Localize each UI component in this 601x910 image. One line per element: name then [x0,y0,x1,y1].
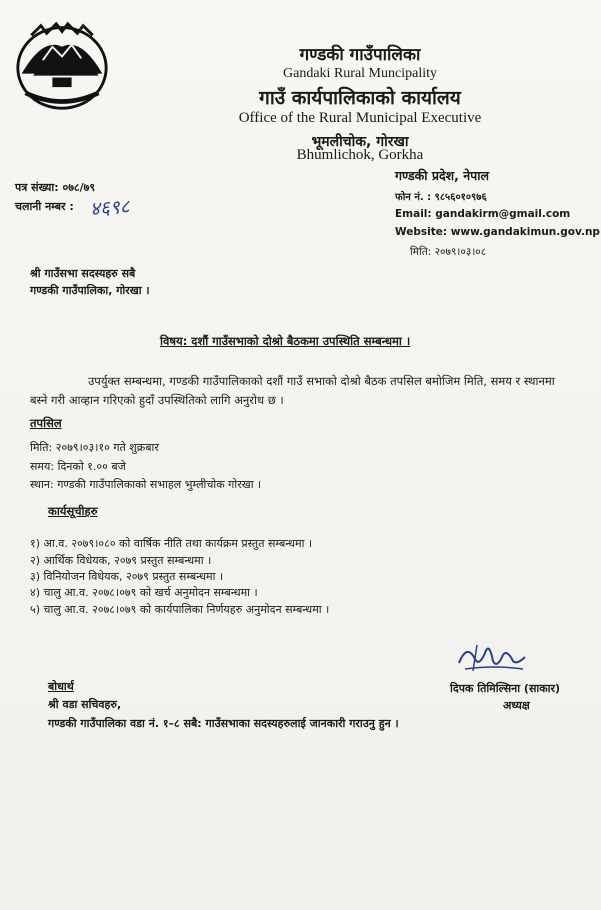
province: गण्डकी प्रदेश, नेपाल [395,168,489,183]
signatory-title: अध्यक्ष [503,699,530,712]
emblem-logo [14,18,110,114]
website: Website: www.gandakimun.gov.np [395,226,600,238]
dispatch-number-label: चलानी नम्बर : [15,200,74,213]
recipient-line-2: गण्डकी गाउँपालिका, गोरखा । [30,284,150,297]
dispatch-number-handwritten: ४६९८ [89,195,131,221]
letter-number: पत्र संख्या: ०७८/७९ [15,181,96,194]
body-paragraph: उपर्युक्त सम्बन्धमा, गण्डकी गाउँपालिकाको दशौं गाउँ सभाको दोश्रो बैठक तपसिल बमोजिम मिति, समय र स्थानमा बस्ने गरी आव्हान गरिएको हुदाँ उपस्थितिको लागि अनुरोध छ । [30,374,555,407]
agenda-item: २) आर्थिक विधेयक, २०७९ प्रस्तुत सम्बन्धमा । [30,554,212,567]
agenda-item: ३) विनियोजन विधेयक, २०७९ प्रस्तुत सम्बन्धमा । [30,570,224,583]
signatory-name: दिपक तिमिल्सिना (साकार) [450,682,561,695]
cc-line-1: श्री वडा सचिवहरु, [48,698,122,711]
agenda-item: ५) चालु आ.व. २०७८।०७९ को कार्यपालिका निर्णयहरु अनुमोदन सम्बन्धमा । [30,603,330,616]
meeting-date: मिति: २०७९।०३।१० गते शुक्रबार [30,441,159,454]
office-name-np: गाउँ कार्यपालिकाको कार्यालय [259,87,461,109]
org-name-np: गण्डकी गाउँपालिका [299,45,421,65]
office-name-en: Office of the Rural Municipal Executive [238,110,482,126]
meeting-time: समय: दिनको १.०० बजे [30,460,126,473]
signature-mark [455,635,530,677]
cc-heading: बोधार्थ [48,680,74,693]
phone: फोन नं. : ९८५६०१०९७६ [395,192,487,203]
meeting-place: स्थान: गण्डकी गाउँपालिकाको सभाहल भुम्लीचोक गोरखा । [30,478,262,491]
place-en: Bhumlichok, Gorkha [296,147,424,163]
agenda-item: ४) चालु आ.व. २०७८।०७९ को खर्च अनुमोदन सम्बन्धमा । [30,586,258,599]
recipient-line-1: श्री गाउँसभा सदस्यहरु सबै [30,267,136,280]
issue-date: मिति: २०७९।०३।०८ [410,246,487,258]
details-heading: तपसिल [30,416,62,430]
agenda-heading: कार्यसूचीहरु [48,504,98,518]
org-name-en: Gandaki Rural Muncipality [283,66,437,81]
agenda-item: १) आ.व. २०७९।०८० को वार्षिक नीति तथा कार्यक्रम प्रस्तुत सम्बन्धमा । [30,537,313,550]
subject-line: विषय: दशौं गाउँसभाको दोश्रो बैठकमा उपस्थिति सम्बन्धमा । [160,334,411,348]
email: Email: gandakirm@gmail.com [395,208,571,220]
place-np: भूमलीचोक, गोरखा [311,134,409,150]
cc-line-2: गण्डकी गाउँपालिका वडा नं. १–८ सबै: गाउँसभाका सदस्यहरुलाई जानकारी गराउनु हुन । [48,717,399,730]
